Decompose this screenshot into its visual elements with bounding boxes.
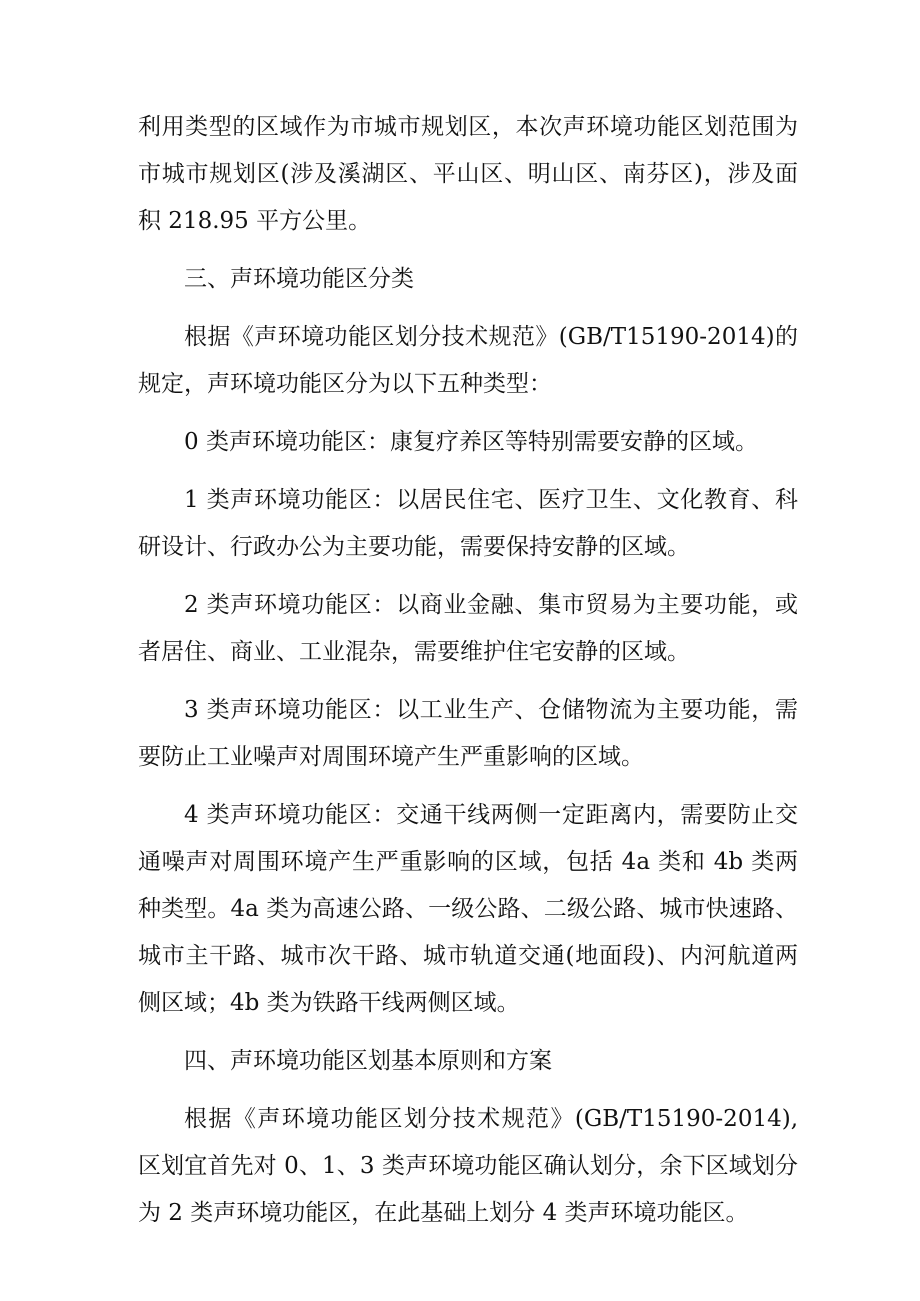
paragraph-class-2: 2 类声环境功能区：以商业金融、集市贸易为主要功能，或者居住、商业、工业混杂，需要维护住宅安静的区域。 [138,592,798,665]
paragraph-continuation: 利用类型的区域作为市城市规划区，本次声环境功能区划范围为市城市规划区(涉及溪湖区、平山区、明山区、南芬区)，涉及面积 218.95 平方公里。 [138,114,798,234]
paragraph-class-4: 4 类声环境功能区：交通干线两侧一定距离内，需要防止交通噪声对周围环境产生严重影响的区域，包括 4a 类和 4b 类两种类型。4a 类为高速公路、一级公路、二级公路、城市快速路、城市主干路、城市次干路、城市轨道交通(地面段)、内河航道两侧区域；4b 类为铁路干线两侧区域。 [138,802,798,1016]
paragraph-zoning-principle: 根据《声环境功能区划分技术规范》(GB/T15190-2014),区划宜首先对 0、1、3 类声环境功能区确认划分，余下区域划分为 2 类声环境功能区，在此基础上划分 4 类声环境功能区。 [138,1106,798,1226]
section-heading-4: 四、声环境功能区划基本原则和方案 [184,1048,552,1074]
document-body [138,104,798,1248]
paragraph-class-0: 0 类声环境功能区：康复疗养区等特别需要安静的区域。 [184,429,758,455]
paragraph-class-1: 1 类声环境功能区：以居民住宅、医疗卫生、文化教育、科研设计、行政办公为主要功能，需要保持安静的区域。 [138,487,798,560]
paragraph-standard-intro: 根据《声环境功能区划分技术规范》(GB/T15190-2014)的规定，声环境功能区分为以下五种类型： [138,324,798,397]
section-heading-3: 三、声环境功能区分类 [184,266,414,292]
paragraph-class-3: 3 类声环境功能区：以工业生产、仓储物流为主要功能，需要防止工业噪声对周围环境产生严重影响的区域。 [138,697,798,770]
